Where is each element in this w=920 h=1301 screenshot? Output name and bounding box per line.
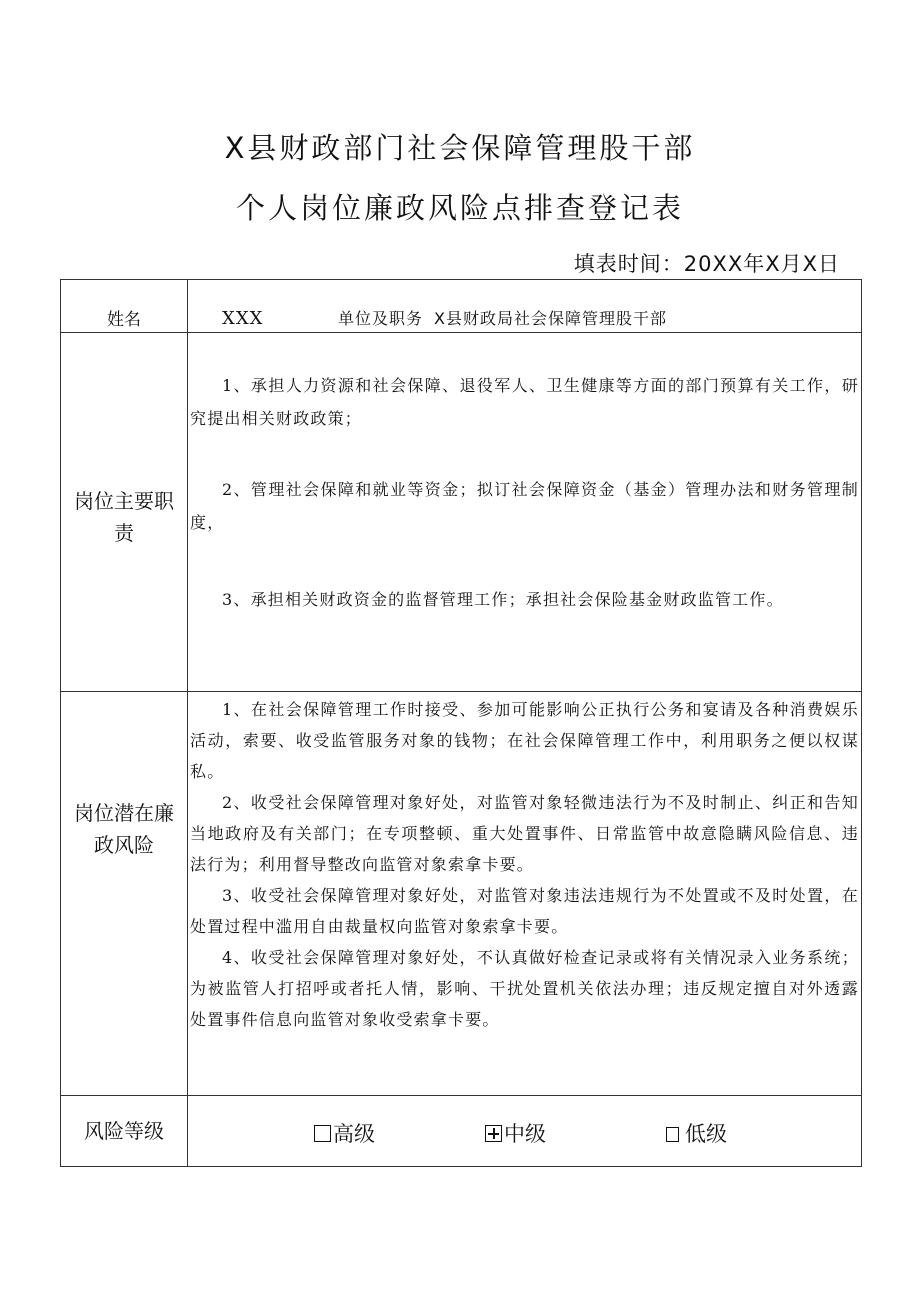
name-label-cell	[61, 280, 188, 333]
unit-position-label: 单位及职务	[338, 309, 424, 328]
risk-content-cell	[188, 692, 862, 1096]
risk-level-row	[61, 1096, 862, 1167]
duties-label: 岗位主要职责	[74, 489, 174, 545]
risk-level-low-option[interactable]	[666, 1118, 727, 1148]
fill-date: 填表时间：20XX年X月X日	[573, 252, 840, 276]
risk-level-high-label: 高级	[333, 1122, 375, 1146]
document-title-line1: X县财政部门社会保障管理股干部	[224, 131, 696, 165]
name-value: XXX	[222, 308, 264, 329]
risk-level-label: 风险等级	[84, 1119, 164, 1143]
duties-list	[188, 333, 861, 676]
risk-level-options	[188, 1096, 861, 1166]
risk-label-cell	[61, 692, 188, 1096]
duties-row	[61, 333, 862, 692]
duties-content-cell	[188, 333, 862, 692]
unit-position-value: X县财政局社会保障管理股干部	[434, 309, 667, 328]
risk-item: 1、在社会保障管理工作时接受、参加可能影响公正执行公务和宴请及各种消费娱乐活动，索要、收受监管服务对象的钱物；在社会保障管理工作中，利用职务之便以权谋私。	[190, 700, 859, 781]
level-options-cell	[188, 1096, 862, 1167]
duty-item: 3、承担相关财政资金的监督管理工作；承担社会保险基金财政监管工作。	[222, 590, 784, 609]
risk-item: 4、收受社会保障管理对象好处，不认真做好检查记录或将有关情况录入业务系统；为被监管人打招呼或者托人情，影响、干扰处置机关依法办理；违反规定擅自对外透露处置事件信息向监管对象收受索拿卡要。	[190, 948, 859, 1029]
risk-item: 3、收受社会保障管理对象好处，对监管对象违法违规行为不处置或不及时处置，在处置过程中滥用自由裁量权向监管对象索拿卡要。	[190, 886, 859, 936]
name-row	[61, 280, 862, 333]
duty-item: 2、管理社会保障和就业等资金；拟订社会保障资金（基金）管理办法和财务管理制度，	[190, 480, 859, 532]
checkbox-unchecked-icon[interactable]	[314, 1125, 331, 1142]
duty-item: 1、承担人力资源和社会保障、退役军人、卫生健康等方面的部门预算有关工作，研究提出相关财政政策；	[190, 376, 859, 428]
level-label-cell	[61, 1096, 188, 1167]
name-value-cell	[188, 280, 862, 333]
name-label: 姓名	[107, 310, 141, 330]
risk-label: 岗位潜在廉政风险	[74, 800, 174, 857]
risk-row	[61, 692, 862, 1096]
risk-level-mid-option[interactable]	[485, 1118, 546, 1148]
risk-registration-form	[60, 279, 862, 1167]
document-title-line2: 个人岗位廉政风险点排查登记表	[235, 191, 684, 225]
risk-level-high-option[interactable]	[314, 1118, 375, 1148]
risk-list	[188, 692, 861, 1095]
risk-item: 2、收受社会保障管理对象好处，对监管对象轻微违法行为不及时制止、纠正和告知当地政府及有关部门；在专项整顿、重大处置事件、日常监管中故意隐瞒风险信息、违法行为；利用督导整改向监管对象索拿卡要。	[190, 793, 859, 874]
duties-label-cell	[61, 333, 188, 692]
risk-level-mid-label: 中级	[504, 1122, 546, 1146]
checkbox-checked-icon[interactable]	[485, 1125, 502, 1142]
risk-level-low-label: 低级	[685, 1122, 727, 1146]
checkbox-unchecked-icon[interactable]	[666, 1127, 679, 1142]
